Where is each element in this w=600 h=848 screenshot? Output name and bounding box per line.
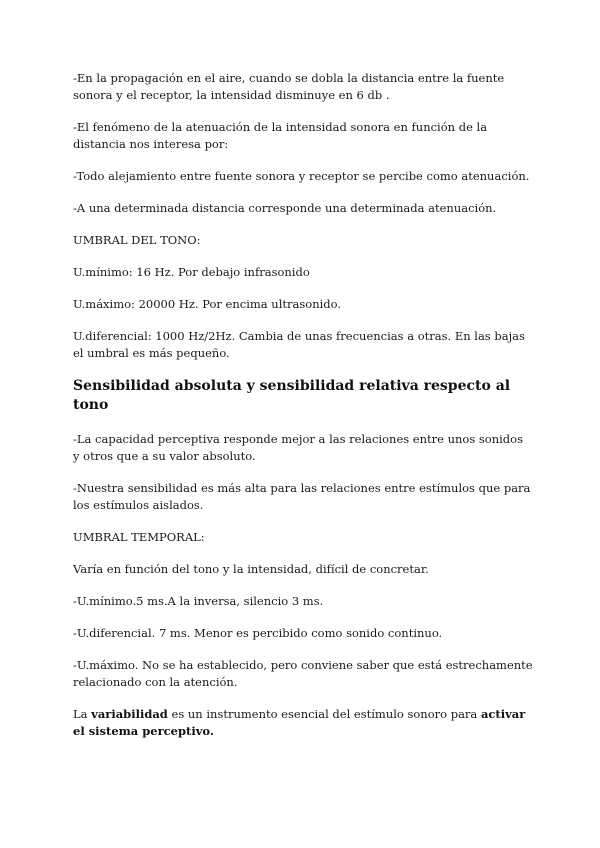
paragraph-u-maximo: U.máximo: 20000 Hz. Por encima ultrasonido. <box>73 297 342 311</box>
paragraph-alejamiento: -Todo alejamiento entre fuente sonora y receptor se percibe como atenuación. <box>73 169 530 183</box>
final-text-1: La <box>73 707 92 721</box>
paragraph-capacidad: -La capacidad perceptiva responde mejor a las relaciones entre unos sonidos y otros que a su valor absoluto. <box>73 432 523 463</box>
paragraph-sensibilidad: -Nuestra sensibilidad es más alta para las relaciones entre estímulos que para los estímulos aislados. <box>73 481 531 512</box>
paragraph-u-diferencial: U.diferencial: 1000 Hz/2Hz. Cambia de unas frecuencias a otras. En las bajas el umbral es más pequeño. <box>73 329 525 360</box>
final-bold-activar: activar el sistema perceptivo. <box>73 707 526 738</box>
paragraph-variabilidad <box>73 706 533 740</box>
paragraph-propagacion: -En la propagación en el aire, cuando se dobla la distancia entre la fuente sonora y el receptor, la intensidad disminuye en 6 db . <box>73 71 505 102</box>
paragraph-temporal-maximo: -U.máximo. No se ha establecido, pero conviene saber que está estrechamente relacionado con la atención. <box>73 658 533 689</box>
paragraph-distancia: -A una determinada distancia corresponde una determinada atenuación. <box>73 201 497 215</box>
final-bold-variabilidad: variabilidad <box>91 707 168 721</box>
document-page <box>73 70 533 755</box>
paragraph-u-minimo: U.mínimo: 16 Hz. Por debajo infrasonido <box>73 265 310 279</box>
paragraph-temporal-minimo: -U.mínimo.5 ms.A la inversa, silencio 3 ms. <box>73 594 324 608</box>
paragraph-fenomeno: -El fenómeno de la atenuación de la intensidad sonora en función de la distancia nos interesa por: <box>73 120 488 151</box>
final-text-2: es un instrumento esencial del estímulo sonoro para <box>167 707 481 721</box>
paragraph-temporal-diferencial: -U.diferencial. 7 ms. Menor es percibido como sonido continuo. <box>73 626 443 640</box>
section-label-umbral-tono: UMBRAL DEL TONO: <box>73 233 201 247</box>
section-heading: Sensibilidad absoluta y sensibilidad relativa respecto al tono <box>73 378 511 413</box>
section-label-umbral-temporal: UMBRAL TEMPORAL: <box>73 530 205 544</box>
paragraph-varia: Varía en función del tono y la intensidad, difícil de concretar. <box>73 562 429 576</box>
